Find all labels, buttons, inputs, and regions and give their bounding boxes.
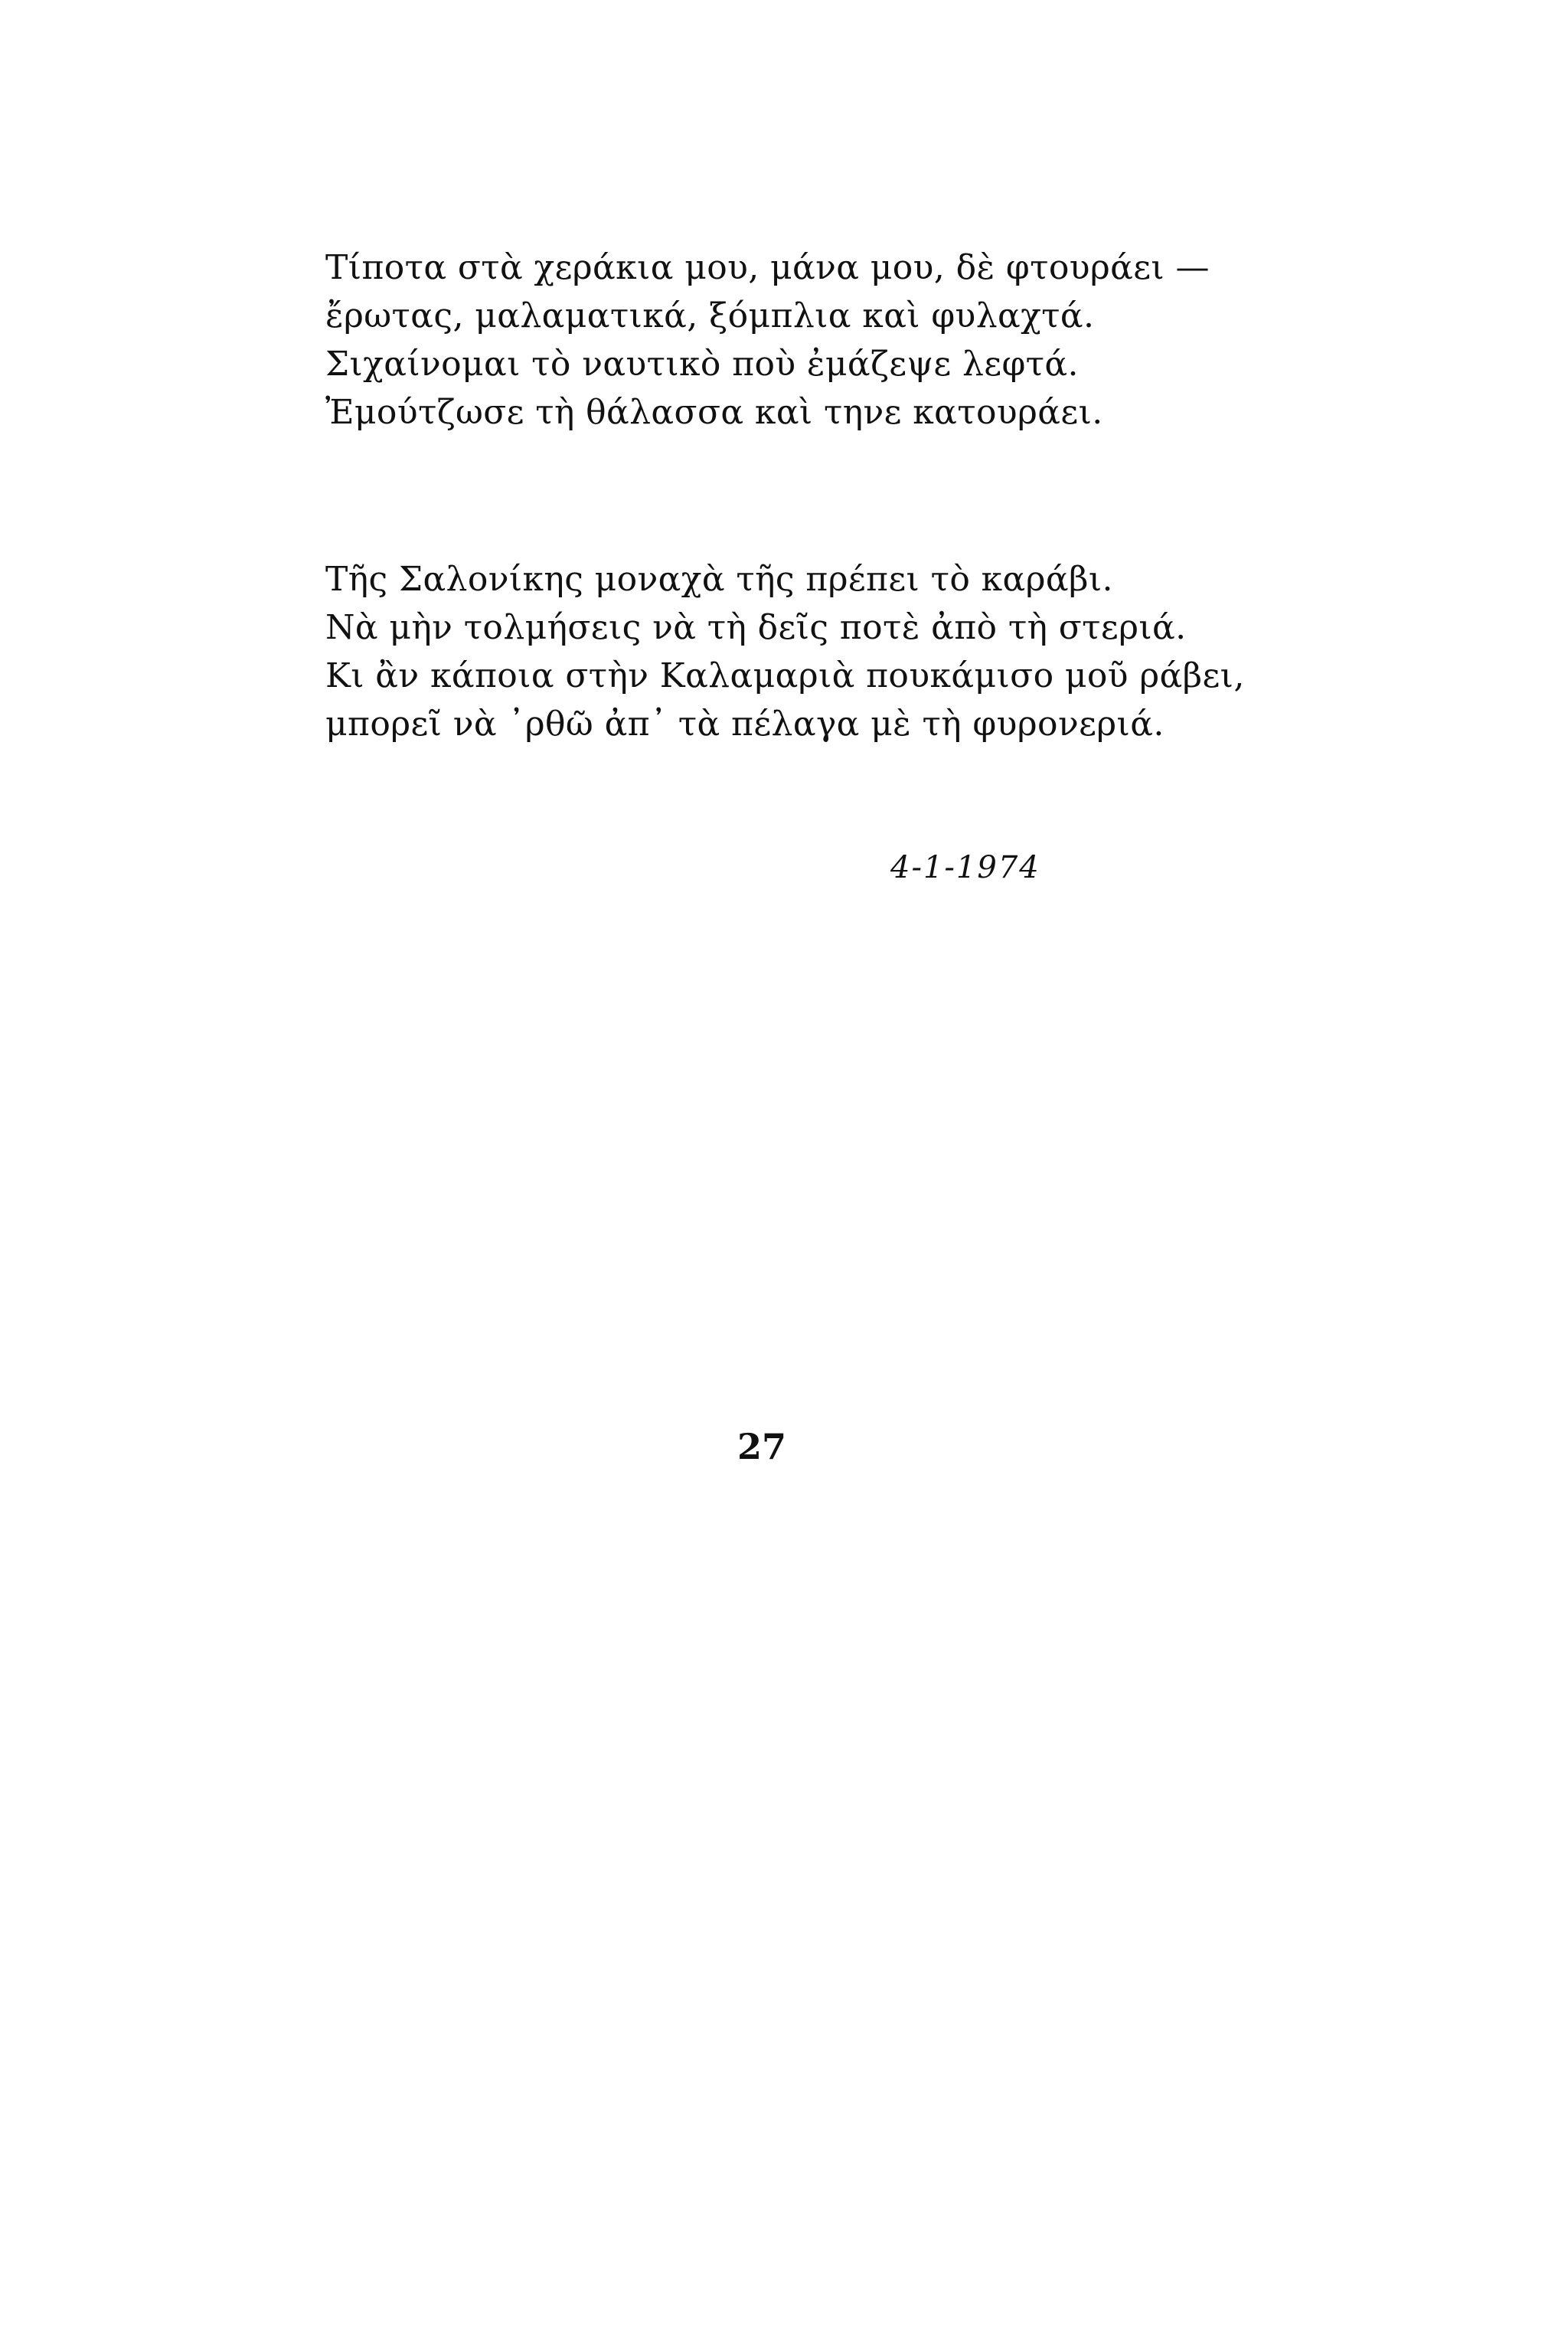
poem-line: ἔρωτας, μαλαματικά, ξόμπλια καὶ φυλαχτά. bbox=[325, 296, 1095, 335]
poem-line: μπορεῖ νὰ ᾽ρθῶ ἀπ᾽ τὰ πέλαγα μὲ τὴ φυρονεριά. bbox=[325, 705, 1165, 744]
poem-line: Σιχαίνομαι τὸ ναυτικὸ ποὺ ἐμάζεψε λεφτά. bbox=[325, 345, 1079, 384]
poem-date: 4-1-1974 bbox=[890, 850, 1040, 885]
page-number: 27 bbox=[737, 1426, 786, 1467]
poem-line: Κι ἂν κάποια στὴν Καλαμαριὰ πουκάμισο μοῦ ράβει, bbox=[325, 656, 1245, 695]
poem-line: Ἐμούτζωσε τὴ θάλασσα καὶ τηνε κατουράει. bbox=[325, 393, 1103, 432]
poem-line: Τίποτα στὰ χεράκια μου, μάνα μου, δὲ φτουράει — bbox=[325, 248, 1210, 287]
poem-line: Τῆς Σαλονίκης μοναχὰ τῆς πρέπει τὸ καράβι. bbox=[325, 560, 1113, 599]
poem-line: Νὰ μὴν τολμήσεις νὰ τὴ δεῖς ποτὲ ἀπὸ τὴ στεριά. bbox=[325, 608, 1187, 647]
poem-stanza-1 bbox=[325, 244, 1321, 437]
poem-stanza-2 bbox=[325, 555, 1321, 748]
